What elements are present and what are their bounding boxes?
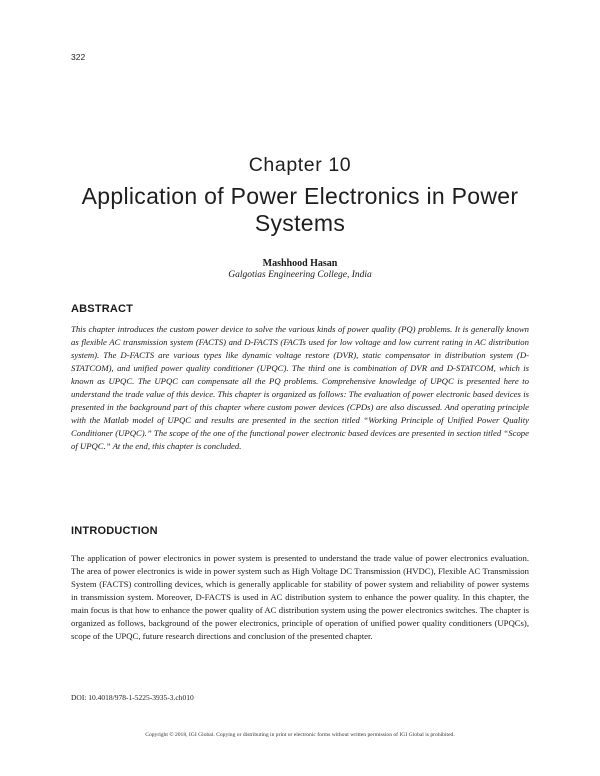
author-affiliation: Galgotias Engineering College, India: [228, 270, 372, 280]
copyright-notice: Copyright © 2018, IGI Global. Copying or distributing in print or electronic forms without written permission of IGI Global is prohibited.: [145, 732, 455, 738]
abstract-heading: ABSTRACT: [71, 303, 134, 315]
abstract-text: This chapter introduces the custom power device to solve the various kinds of power quality (PQ) problems. It is generally known as flexible AC transmission system (FACTS) and D-FACTS (FACTs used for low voltage and low current rating in AC distribution system). The D-FACTS are various types like dynamic voltage restore (DVR), static compensator in distribution system (D-STATCOM), and unified power quality conditioner (UPQC). The third one is combination of DVR and D-STATCOM, which is known as UPQC. The UPQC can compensate all the PQ problems. Comprehensive knowledge of UPQC is presented here to understand the trade value of this device. This chapter is organized as follows: The evaluation of power electronic based devices is presented in the background part of this chapter where custom power devices (CPDs) are also discussed. And operating principle with the Matlab model of UPQC and results are presented in the section titled “Working Principle of Unified Power Quality Conditioner (UPQC).” The scope of the one of the functional power electronic based devices are presented in section titled “Scope of UPQC.” At the end, this chapter is concluded.: [71, 324, 529, 451]
doi: DOI: 10.4018/978-1-5225-3935-3.ch010: [71, 693, 194, 702]
introduction-heading: INTRODUCTION: [71, 525, 158, 537]
introduction-text: The application of power electronics in power system is presented to understand the trade value of power electronics evaluation. The area of power electronics is wide in power system such as High Voltage DC Transmission (HVDC), Flexible AC Transmission System (FACTS) controlling devices, which is generally applicable for stability of power system and reliability of power systems in transmission system. Moreover, D-FACTS is used in AC distribution system to enhance the power quality. In this chapter, the main focus is that how to enhance the power quality of AC distribution system using the power electronics switches. The chapter is organized as follows, background of the power electronics, principle of operation of unified power quality conditioners (UPQCs), scope of the UPQC, future research directions and conclusion of the presented chapter.: [71, 553, 529, 641]
chapter-title: Application of Power Electronics in Power Systems: [81, 183, 519, 236]
author-name: Mashhood Hasan: [262, 258, 338, 269]
page-number: 322: [71, 52, 86, 62]
chapter-label: Chapter 10: [248, 154, 352, 176]
